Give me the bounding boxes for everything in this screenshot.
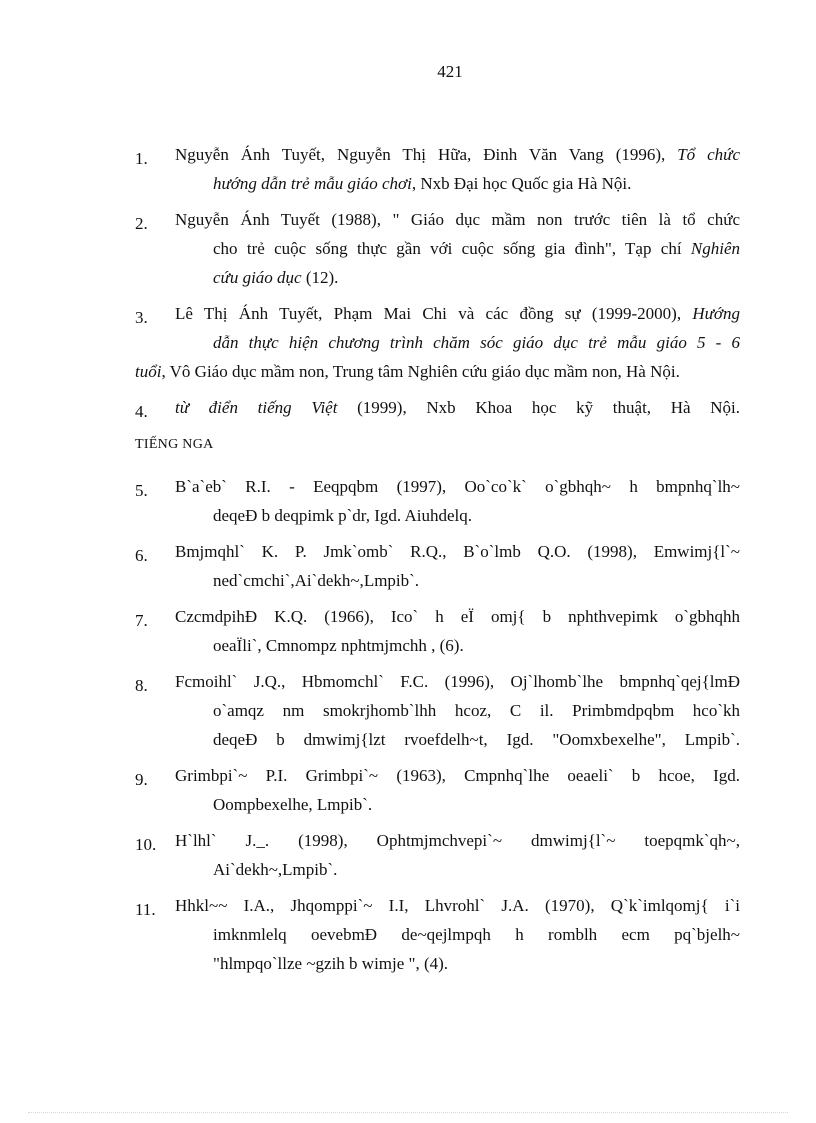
reference-item bbox=[135, 667, 740, 754]
reference-list bbox=[135, 140, 740, 985]
reference-number: 6. bbox=[135, 546, 148, 565]
reference-line: Grimbpi`~ P.I. Grimbpi`~ (1963), Cmpnhq`lhe oeaeli` b hcoe, Igd. bbox=[175, 766, 740, 785]
reference-number: 1. bbox=[135, 149, 148, 168]
reference-number: 7. bbox=[135, 611, 148, 630]
section-title: TIẾNG NGA bbox=[135, 437, 214, 452]
reference-number: 8. bbox=[135, 676, 148, 695]
reference-item bbox=[135, 891, 740, 978]
reference-line: o`amqz nm smokrjhomb`lhh hcoz, C il. Primbmdpqbm hco`kh bbox=[213, 701, 740, 720]
reference-item bbox=[135, 140, 740, 198]
reference-line: dẫn thực hiện chương trình chăm sóc giáo dục trẻ mẫu giáo 5 - 6 bbox=[213, 333, 740, 352]
reference-line: Bmjmqhl` K. P. Jmk`omb` R.Q., B`o`lmb Q.O. (1998), Emwimj{l`~ bbox=[175, 542, 740, 561]
reference-line: tuổi, Vô Giáo dục mầm non, Trung tâm Nghiên cứu giáo dục mầm non, Hà Nội. bbox=[135, 362, 680, 381]
reference-line: ned`cmchi`,Ai`dekh~,Lmpib`. bbox=[213, 571, 420, 590]
reference-number: 5. bbox=[135, 481, 148, 500]
reference-number: 11. bbox=[135, 900, 156, 919]
reference-line: Oompbexelhe, Lmpib`. bbox=[213, 795, 373, 814]
reference-item bbox=[135, 393, 740, 422]
page-bottom-rule bbox=[28, 1112, 788, 1113]
reference-line: H`lhl` J._. (1998), Ophtmjmchvepi`~ dmwimj{l`~ toepqmk`qh~, bbox=[175, 831, 740, 850]
reference-line: hướng dẫn trẻ mẫu giáo chơi, Nxb Đại học Quốc gia Hà Nội. bbox=[213, 174, 632, 193]
reference-item bbox=[135, 472, 740, 530]
reference-number: 10. bbox=[135, 835, 157, 854]
reference-item bbox=[135, 205, 740, 292]
reference-item bbox=[135, 761, 740, 819]
reference-line: Ai`dekh~,Lmpib`. bbox=[213, 860, 338, 879]
reference-line: B`a`eb` R.I. - Eeqpqbm (1997), Oo`co`k` o`gbhqh~ h bmpnhq`lh~ bbox=[175, 477, 740, 496]
reference-line: deqeÐ b dmwimj{lzt rvoefdelh~t, Igd. "Oomxbexelhe", Lmpib`. bbox=[213, 730, 740, 749]
reference-item bbox=[135, 602, 740, 660]
reference-line: oeaЇli`, Cmnompz nphtmjmchh , (6). bbox=[213, 636, 464, 655]
reference-line: Nguyễn Ánh Tuyết (1988), " Giáo dục mầm non trước tiên là tổ chức bbox=[175, 210, 740, 229]
reference-item bbox=[135, 537, 740, 595]
reference-line: "hlmpqo`llze ~gzih b wimje ", (4). bbox=[213, 954, 449, 973]
reference-line: deqeÐ b deqpimk p`dr, Igd. Aiuhdelq. bbox=[213, 506, 472, 525]
reference-line: Fcmoihl` J.Q., Hbmomchl` F.C. (1996), Oj`lhomb`lhe bmpnhq`qej{lmÐ bbox=[175, 672, 740, 691]
reference-line: Lê Thị Ánh Tuyết, Phạm Mai Chi và các đồng sự (1999-2000), Hướng bbox=[175, 304, 740, 323]
reference-line: Hhkl~~ I.A., Jhqomppi`~ I.I, Lhvrohl` J.A. (1970), Q`k`imlqomj{ i`i bbox=[175, 896, 740, 915]
reference-line: imknmlelq oevebmÐ de~qejlmpqh h romblh ecm pq`bjelh~ bbox=[213, 925, 740, 944]
reference-line: cứu giáo dục (12). bbox=[213, 268, 339, 287]
reference-item bbox=[135, 299, 740, 386]
reference-line: CzcmdpihÐ K.Q. (1966), Ico` h eЇ omj{ b nphthvepimk o`gbhqhh bbox=[175, 607, 740, 626]
reference-line: cho trẻ cuộc sống thực gần với cuộc sống gia đình", Tạp chí Nghiên bbox=[213, 239, 740, 258]
reference-number: 2. bbox=[135, 214, 148, 233]
reference-line: Nguyễn Ánh Tuyết, Nguyễn Thị Hữa, Đinh Văn Vang (1996), Tổ chức bbox=[175, 145, 740, 164]
page-number: 421 bbox=[437, 62, 463, 81]
reference-item bbox=[135, 826, 740, 884]
reference-number: 4. bbox=[135, 402, 148, 421]
reference-number: 3. bbox=[135, 308, 148, 327]
reference-line: từ điển tiếng Việt (1999), Nxb Khoa học kỹ thuật, Hà Nội. bbox=[175, 398, 741, 417]
reference-number: 9. bbox=[135, 770, 148, 789]
